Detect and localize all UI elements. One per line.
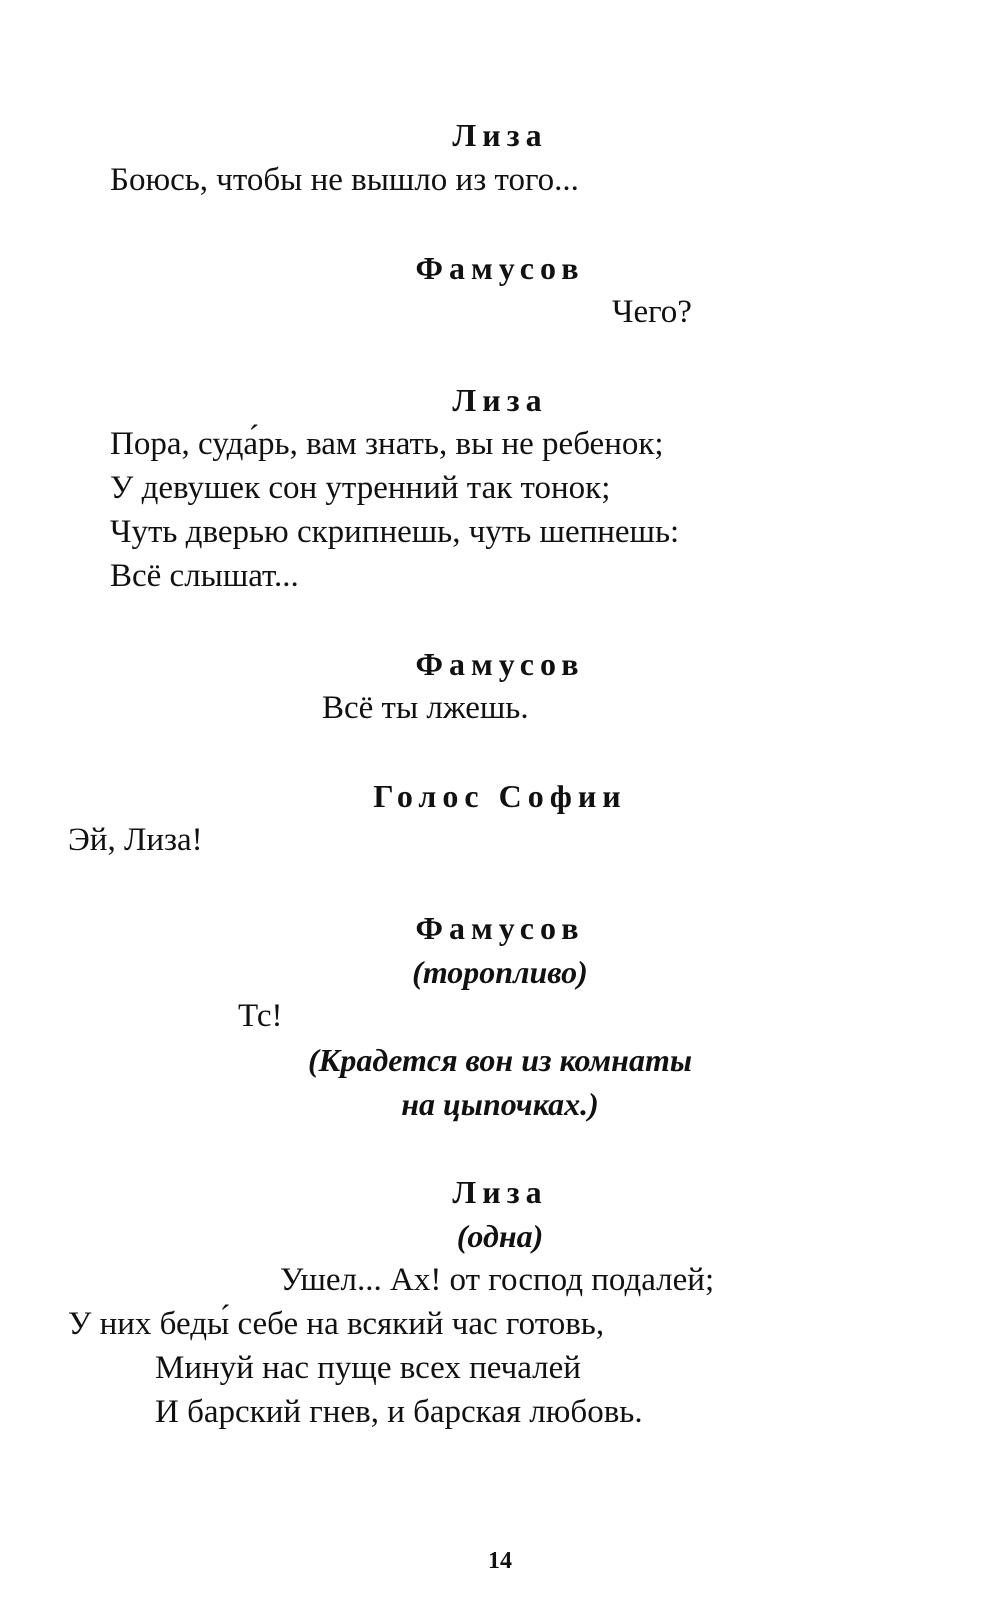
verse-line: Чего? — [612, 294, 692, 330]
speaker-name: Лиза — [452, 382, 548, 418]
speaker-name: Фамусов — [415, 646, 585, 682]
verse-line: Эй, Лиза! — [68, 822, 203, 858]
stage-direction: (торопливо) — [412, 954, 588, 990]
verse-line: Ушел... Ах! от господ подалей; — [280, 1262, 715, 1298]
speaker-name: Фамусов — [415, 250, 585, 286]
stage-direction: (Крадется вон из комнаты — [307, 1042, 693, 1078]
speaker-name: Лиза — [452, 117, 548, 153]
stage-direction: на цыпочках.) — [401, 1086, 599, 1122]
verse-line: Всё ты лжешь. — [322, 690, 529, 726]
verse-line: Тс! — [238, 998, 283, 1034]
verse-line: Минуй нас пуще всех печалей — [155, 1350, 581, 1386]
verse-line: У них беды́ себе на всякий час готовь, — [68, 1306, 605, 1342]
verse-line: Чуть дверью скрипнешь, чуть шепнешь: — [110, 514, 680, 550]
speaker-name: Лиза — [452, 1174, 548, 1210]
verse-line: Боюсь, чтобы не вышло из того... — [110, 162, 579, 198]
verse-line: И барский гнев, и барская любовь. — [155, 1394, 643, 1430]
stage-direction: (одна) — [456, 1218, 544, 1254]
verse-line: У девушек сон утренний так тонок; — [110, 470, 611, 506]
verse-line: Всё слышат... — [110, 558, 299, 594]
speaker-name: Фамусов — [415, 910, 585, 946]
speaker-name: Голос Софии — [373, 778, 627, 814]
page-number: 14 — [488, 1548, 512, 1574]
verse-line: Пора, суда́рь, вам знать, вы не ребенок; — [110, 426, 664, 462]
